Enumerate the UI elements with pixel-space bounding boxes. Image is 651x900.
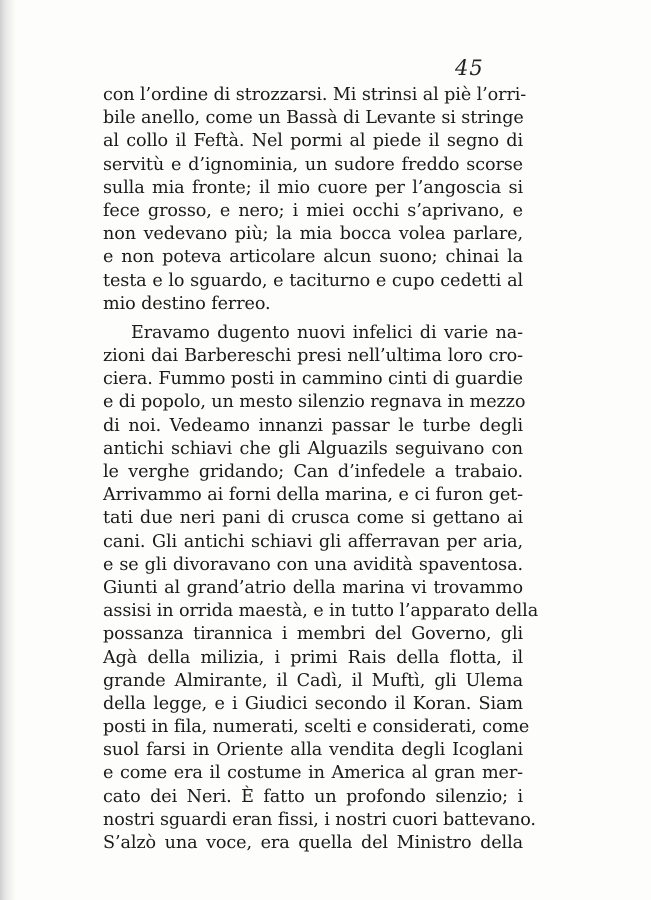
text-line: fece grosso, e nero; i miei occhi s’aprivano, e — [103, 200, 523, 221]
text-line: Giunti al grand’atrio della marina vi trovammo — [103, 577, 523, 598]
text-line: e come era il costume in America al gran mer- — [103, 763, 523, 784]
paragraph-2 — [103, 322, 539, 855]
text-line: assisi in orrida maestà, e in tutto l’apparato della — [103, 601, 539, 622]
page-gutter-shadow — [0, 0, 16, 900]
text-line: cato dei Neri. È fatto un profondo silenzio; i — [103, 786, 523, 807]
text-line: ciera. Fummo posti in cammino cinti di guardie — [103, 369, 523, 390]
text-line: suol farsi in Oriente alla vendita degli Icoglani — [103, 740, 523, 761]
page-text — [103, 84, 539, 855]
text-line: e di popolo, un mesto silenzio regnava in mezzo — [103, 392, 526, 413]
text-line: di noi. Vedeamo innanzi passar le turbe degli — [103, 415, 523, 436]
text-line: tati due neri pani di crusca come si gettano ai — [103, 508, 523, 529]
paragraph-1 — [103, 84, 527, 316]
text-line: testa e lo sguardo, e taciturno e cupo cedetti al — [103, 270, 523, 291]
text-line: e se gli divoravano con una avidità spaventosa. — [103, 554, 523, 575]
text-line: servitù e d’ignominia, un sudore freddo scorse — [103, 154, 523, 175]
text-line: non vedevano più; la mia bocca volea parlare, — [103, 224, 523, 245]
text-line: al collo il Feftà. Nel pormi al piede il segno di — [103, 131, 523, 152]
text-line: mio destino ferreo. — [103, 293, 271, 314]
text-line: posti in fila, numerati, scelti e considerati, come — [103, 717, 530, 738]
text-line: possanza tirannica i membri del Governo, gli — [103, 624, 523, 645]
text-line: antichi schiavi che gli Alguazils seguivano con — [103, 438, 523, 459]
text-line: grande Almirante, il Cadì, il Muftì, gli Ulema — [103, 670, 523, 691]
text-line: Agà della milizia, i primi Rais della flotta, il — [103, 647, 523, 668]
text-line: bile anello, come un Bassà di Levante si stringe — [103, 108, 524, 129]
text-line: Eravamo dugento nuovi infelici di varie na- — [131, 322, 523, 343]
text-line: S’alzò una voce, era quella del Ministro della — [103, 833, 523, 853]
page-number: 45 — [455, 56, 484, 80]
text-line: sulla mia fronte; il mio cuore per l’angoscia si — [103, 177, 523, 198]
text-line: della legge, e i Giudici secondo il Koran. Siam — [103, 693, 523, 714]
text-line: e non poteva articolare alcun suono; chinai la — [103, 247, 523, 268]
text-line: zioni dai Barbereschi presi nell’ultima loro cro- — [103, 346, 523, 367]
text-line: cani. Gli antichi schiavi gli afferravan per aria, — [103, 531, 523, 552]
text-line: nostri sguardi eran fissi, i nostri cuori battevano. — [103, 809, 536, 830]
text-line: con l’ordine di strozzarsi. Mi strinsi al piè l’orri- — [103, 85, 527, 105]
text-line: Arrivammo ai forni della marina, e ci furon get- — [103, 485, 523, 506]
text-line: le verghe gridando; Can d’infedele a trabaio. — [103, 462, 523, 482]
